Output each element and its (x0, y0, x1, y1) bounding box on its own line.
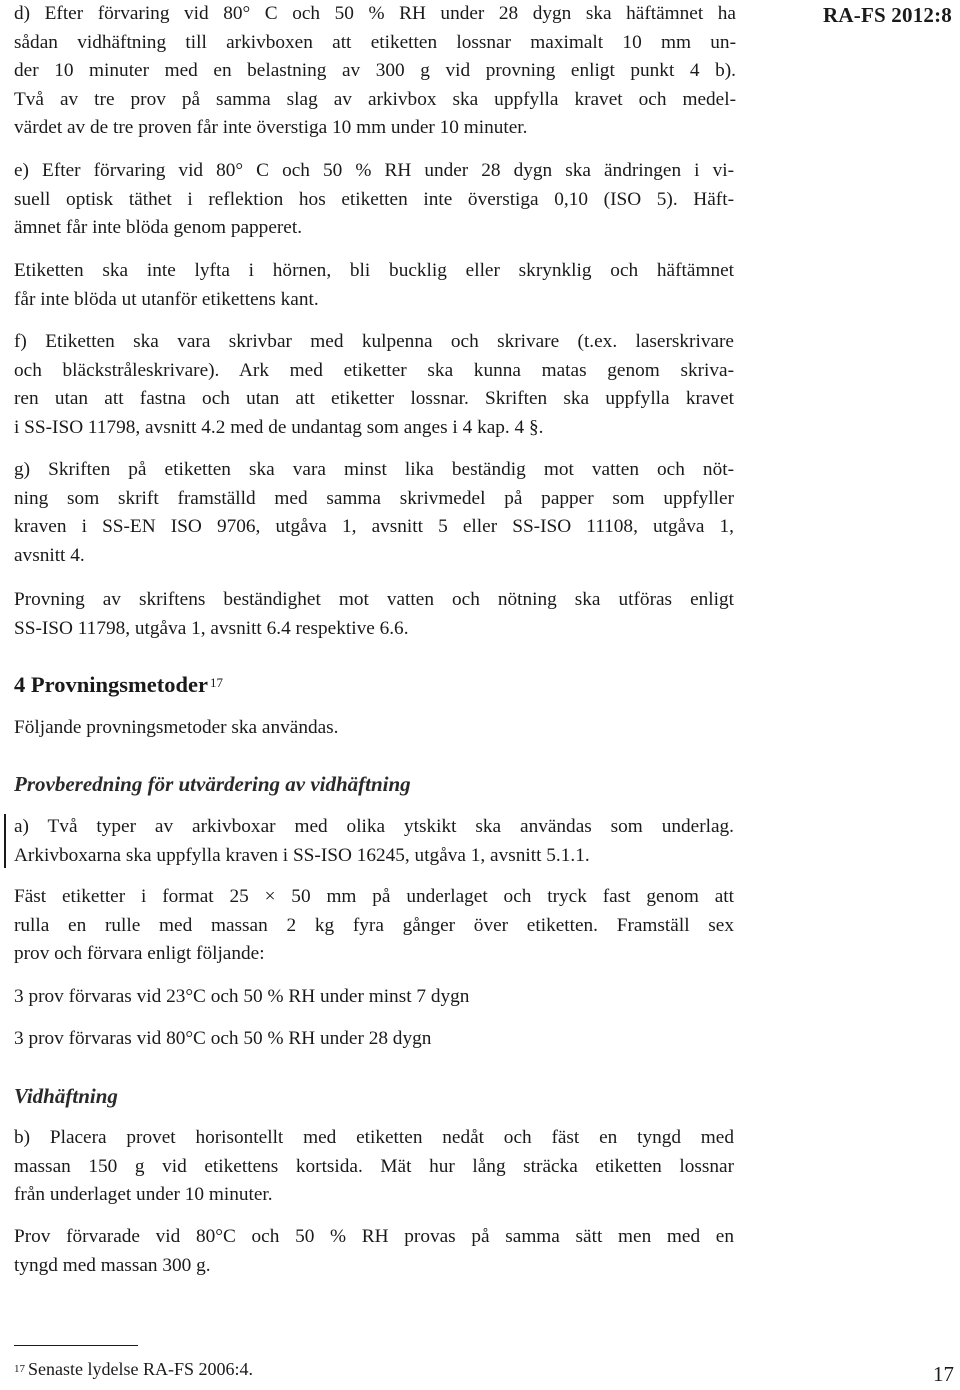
paragraph-g-continued (14, 586, 734, 643)
text-line: värdet av de tre proven får inte överstiga 10 mm under 10 minuter. (14, 117, 528, 139)
text-line: Följande provningsmetoder ska användas. (14, 717, 339, 738)
text-line: får inte blöda ut utanför etikettens kant. (14, 288, 319, 310)
text-line: der 10 minuter med en belastning av 300 g vid provning enligt punkt 4 b). (14, 60, 736, 82)
storage-condition-2 (14, 1025, 734, 1054)
text-line: tyngd med massan 300 g. (14, 1254, 211, 1276)
paragraph-e-continued (14, 257, 734, 314)
text-line: rulla en rulle med massan 2 kg fyra gånger över etiketten. Framställ sex (14, 914, 734, 936)
paragraph-a-continued (14, 883, 734, 969)
section-intro (14, 714, 734, 743)
text-line: Arkivboxarna ska uppfylla kraven i SS-ISO 16245, utgåva 1, avsnitt 5.1.1. (14, 844, 590, 866)
text-line: 3 prov förvaras vid 80°C och 50 % RH under 28 dygn (14, 1028, 432, 1049)
text-line: från underlaget under 10 minuter. (14, 1184, 273, 1206)
subsection-heading-preparation: Provberedning för utvärdering av vidhäftning (14, 772, 411, 796)
footnote-text: Senaste lydelse RA-FS 2006:4. (28, 1359, 253, 1379)
paragraph-g (14, 456, 734, 570)
text-line: ning som skrift framställd med samma skrivmedel på papper som uppfyller (14, 487, 734, 509)
text-line: suell optisk täthet i reflektion hos etiketten inte överstiga 0,10 (ISO 5). Häft- (14, 188, 734, 210)
text-line: massan 150 g vid etikettens kortsida. Mät hur lång sträcka etiketten lossnar (14, 1155, 734, 1177)
paragraph-e (14, 157, 734, 243)
document-code: RA-FS 2012:8 (823, 3, 952, 27)
subsection-heading-adhesion: Vidhäftning (14, 1084, 118, 1108)
text-line: ämnet får inte blöda genom papperet. (14, 217, 303, 239)
change-bar (4, 814, 6, 868)
text-line: kraven i SS-EN ISO 9706, utgåva 1, avsnitt 5 eller SS-ISO 11108, utgåva 1, (14, 516, 734, 538)
text-line: och bläckstråleskrivare). Ark med etiketter ska kunna matas genom skriva- (14, 359, 734, 381)
text-line: 3 prov förvaras vid 23°C och 50 % RH under minst 7 dygn (14, 986, 470, 1007)
paragraph-b-continued (14, 1223, 734, 1280)
text-line: Prov förvarade vid 80°C och 50 % RH provas på samma sätt men med en (14, 1226, 734, 1247)
text-line: avsnitt 4. (14, 544, 85, 566)
text-line: e) Efter förvaring vid 80° C och 50 % RH under 28 dygn ska ändringen i vi- (14, 160, 734, 181)
footnote (14, 1357, 253, 1381)
text-line: Provning av skriftens beständighet mot vatten och nötning ska utföras enligt (14, 589, 734, 610)
text-line: Fäst etiketter i format 25 × 50 mm på underlaget och tryck fast genom att (14, 886, 734, 907)
section-title: 4 Provningsmetoder (14, 672, 208, 697)
text-line: b) Placera provet horisontellt med etiketten nedåt och fäst en tyngd med (14, 1127, 734, 1148)
footnote-reference[interactable]: 17 (209, 675, 223, 690)
storage-condition-1 (14, 983, 734, 1012)
text-line: f) Etiketten ska vara skrivbar med kulpenna och skrivare (t.ex. laserskrivare (14, 331, 734, 352)
paragraph-d (14, 0, 736, 143)
text-line: i SS-ISO 11798, avsnitt 4.2 med de undantag som anges i 4 kap. 4 §. (14, 416, 544, 438)
footnote-number: 17 (14, 1363, 25, 1375)
text-line: Två av tre prov på samma slag av arkivbox ska uppfylla kravet och medel- (14, 88, 736, 110)
text-line: a) Två typer av arkivboxar med olika ytskikt ska användas som underlag. (14, 816, 734, 837)
text-line: prov och förvara enligt följande: (14, 943, 265, 965)
text-line: g) Skriften på etiketten ska vara minst lika beständig mot vatten och nöt- (14, 459, 734, 480)
section-heading (14, 670, 223, 700)
paragraph-a (14, 813, 734, 870)
page-number: 17 (933, 1362, 954, 1386)
text-line: sådan vidhäftning till arkivboxen att etiketten lossnar maximalt 10 mm un- (14, 31, 736, 53)
text-line: Etiketten ska inte lyfta i hörnen, bli bucklig eller skrynklig och häftämnet (14, 260, 734, 281)
text-line: d) Efter förvaring vid 80° C och 50 % RH under 28 dygn ska häftämnet ha (14, 3, 736, 24)
paragraph-b (14, 1124, 734, 1210)
text-line: SS-ISO 11798, utgåva 1, avsnitt 6.4 respektive 6.6. (14, 617, 409, 639)
paragraph-f (14, 328, 734, 442)
text-line: ren utan att fastna och utan att etiketter lossnar. Skriften ska uppfylla kravet (14, 388, 734, 410)
footnote-rule (14, 1345, 138, 1346)
